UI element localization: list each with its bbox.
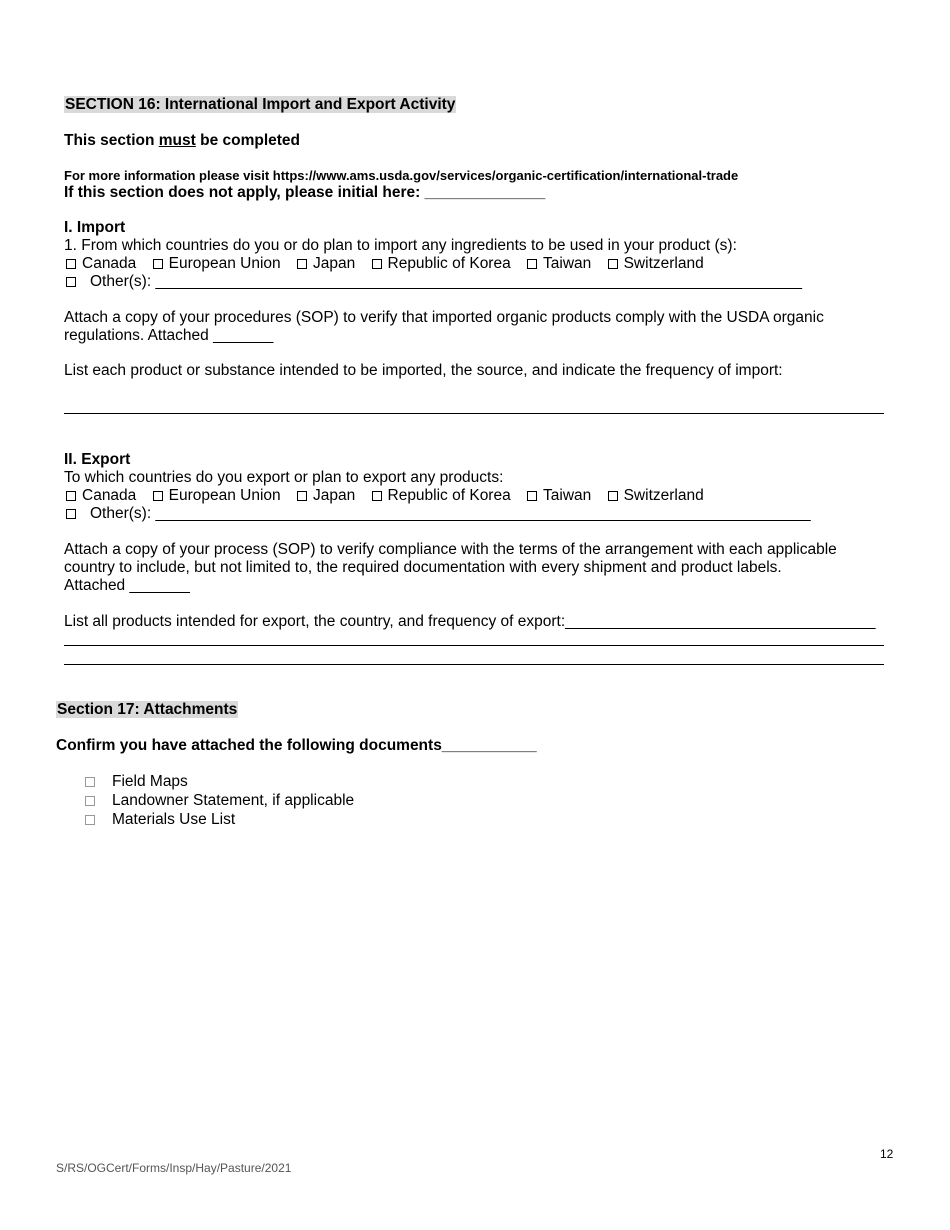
export-list-answer-line-2[interactable] [64,664,884,665]
checkbox-icon[interactable] [66,491,76,501]
attachment-label: Materials Use List [112,811,236,828]
export-sop-line-3[interactable]: Attached _______ [64,577,190,594]
attachment-label: Landowner Statement, if applicable [112,792,355,809]
checkbox-icon[interactable] [85,796,95,806]
export-country-options [66,487,716,505]
must-complete-note [64,132,300,150]
export-option-label: Japan [312,487,356,504]
checkbox-icon[interactable] [153,491,163,501]
import-sop-line-2[interactable]: regulations. Attached _______ [64,327,274,344]
import-option-label: Republic of Korea [387,255,511,272]
checkbox-icon[interactable] [85,777,95,787]
section-17-title-text: Section 17: Attachments [57,701,238,718]
export-option-korea[interactable] [372,487,511,505]
import-option-switzerland[interactable] [608,255,704,273]
form-code-footer: S/RS/OGCert/Forms/Insp/Hay/Pasture/2021 [56,1161,292,1175]
export-sop-line-2: country to include, but not limited to, the required documentation with every shipment and product labels. [64,559,782,576]
info-url-line: For more information please visit https://www.ams.usda.gov/services/organic-certification/international-trade [64,168,739,183]
checkbox-icon[interactable] [372,259,382,269]
import-option-japan[interactable] [297,255,355,273]
import-heading: I. Import [64,219,126,236]
checkbox-icon[interactable] [372,491,382,501]
export-others-row[interactable] [66,505,811,523]
export-list-prompt[interactable]: List all products intended for export, the country, and frequency of export:____________________________________ [64,613,876,630]
section-16-title-text: SECTION 16: International Import and Export Activity [65,96,456,113]
must-suffix: be completed [195,132,301,149]
must-prefix: This section [64,132,159,149]
export-option-japan[interactable] [297,487,355,505]
export-option-label: Taiwan [543,487,592,504]
checkbox-icon[interactable] [297,491,307,501]
import-others-field[interactable]: Other(s): ___________________________________________________________________________ [90,273,802,290]
import-option-label: Canada [82,255,137,272]
import-list-answer-line[interactable] [64,413,884,414]
checkbox-icon[interactable] [153,259,163,269]
import-option-label: Taiwan [543,255,592,272]
checkbox-icon[interactable] [85,815,95,825]
checkbox-icon[interactable] [66,509,76,519]
export-option-label: Republic of Korea [387,487,511,504]
export-option-taiwan[interactable] [527,487,591,505]
checkbox-icon[interactable] [297,259,307,269]
export-option-switzerland[interactable] [608,487,704,505]
checkbox-icon[interactable] [66,259,76,269]
checkbox-icon[interactable] [66,277,76,287]
section-16-title [64,96,456,114]
checkbox-icon[interactable] [608,491,618,501]
checkbox-icon[interactable] [527,259,537,269]
import-option-eu[interactable] [153,255,281,273]
import-country-options [66,255,716,273]
initial-line[interactable]: If this section does not apply, please initial here: ______________ [64,184,546,201]
export-option-label: European Union [168,487,281,504]
import-others-row[interactable] [66,273,802,291]
import-option-canada[interactable] [66,255,136,273]
import-option-korea[interactable] [372,255,511,273]
import-option-label: Japan [312,255,356,272]
export-list-answer-line-1[interactable] [64,645,884,646]
export-option-canada[interactable] [66,487,136,505]
export-heading: II. Export [64,451,131,468]
export-question: To which countries do you export or plan to export any products: [64,469,504,486]
import-option-label: Switzerland [623,255,704,272]
import-sop-line-1: Attach a copy of your procedures (SOP) to verify that imported organic products comply with the USDA organic [64,309,824,326]
export-option-eu[interactable] [153,487,281,505]
export-sop-line-1: Attach a copy of your process (SOP) to verify compliance with the terms of the arrangement with each applicable [64,541,837,558]
import-option-label: European Union [168,255,281,272]
export-others-field[interactable]: Other(s): ____________________________________________________________________________ [90,505,811,522]
export-option-label: Canada [82,487,137,504]
checkbox-icon[interactable] [608,259,618,269]
page-number: 12 [880,1147,894,1161]
import-list-prompt: List each product or substance intended to be imported, the source, and indicate the frequency of import: [64,362,783,379]
export-option-label: Switzerland [623,487,704,504]
import-option-taiwan[interactable] [527,255,591,273]
section-17-title [56,701,238,719]
checkbox-icon[interactable] [527,491,537,501]
import-question: 1. From which countries do you or do plan to import any ingredients to be used in your product (s): [64,237,737,254]
attachments-confirm[interactable]: Confirm you have attached the following documents___________ [56,737,537,754]
must-word: must [158,132,196,149]
attachment-label: Field Maps [112,773,188,790]
